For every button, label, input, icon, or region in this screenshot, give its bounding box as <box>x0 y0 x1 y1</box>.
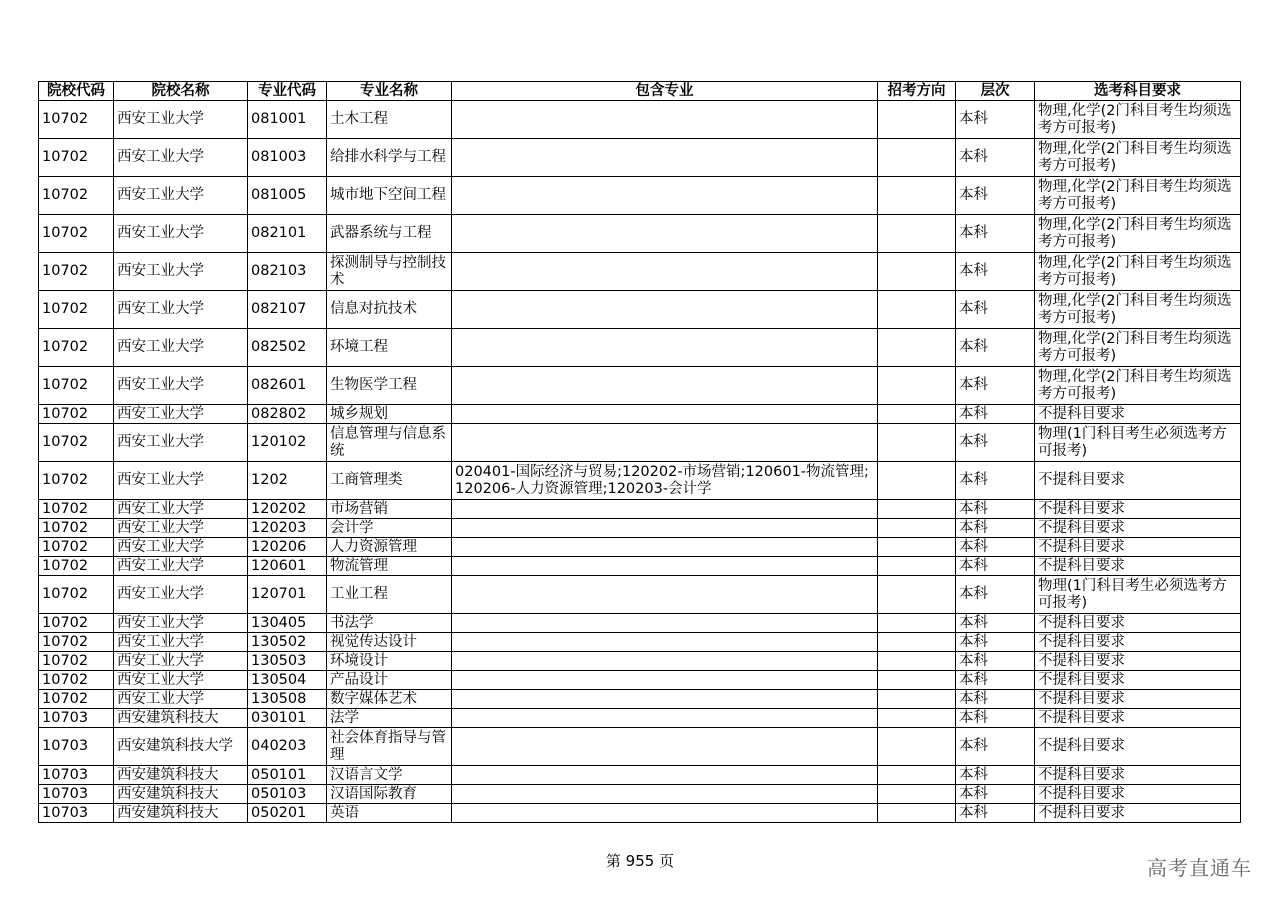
header-major-name: 专业名称 <box>327 82 452 101</box>
cell-major-code: 120102 <box>248 424 327 462</box>
cell-direction <box>878 367 956 405</box>
cell-school-code: 10702 <box>39 500 114 519</box>
cell-included-majors <box>452 766 878 785</box>
cell-subject-requirement: 不提科目要求 <box>1035 519 1241 538</box>
cell-subject-requirement: 不提科目要求 <box>1035 462 1241 500</box>
cell-school-name: 西安工业大学 <box>114 291 248 329</box>
cell-school-name: 西安工业大学 <box>114 329 248 367</box>
cell-level: 本科 <box>956 557 1035 576</box>
cell-school-name: 西安建筑科技大 <box>114 766 248 785</box>
cell-level: 本科 <box>956 576 1035 614</box>
cell-major-name: 汉语言文学 <box>327 766 452 785</box>
cell-direction <box>878 633 956 652</box>
cell-school-code: 10702 <box>39 671 114 690</box>
admission-table <box>38 81 1241 823</box>
cell-subject-requirement: 物理,化学(2门科目考生均须选考方可报考) <box>1035 215 1241 253</box>
cell-subject-requirement: 不提科目要求 <box>1035 614 1241 633</box>
cell-included-majors <box>452 215 878 253</box>
cell-included-majors <box>452 177 878 215</box>
cell-major-name: 视觉传达设计 <box>327 633 452 652</box>
cell-major-code: 050201 <box>248 804 327 823</box>
cell-included-majors <box>452 405 878 424</box>
cell-included-majors: 020401-国际经济与贸易;120202-市场营销;120601-物流管理;120206-人力资源管理;120203-会计学 <box>452 462 878 500</box>
cell-major-name: 汉语国际教育 <box>327 785 452 804</box>
cell-major-code: 082101 <box>248 215 327 253</box>
cell-major-code: 081003 <box>248 139 327 177</box>
table-row <box>39 766 1241 785</box>
cell-school-name: 西安建筑科技大 <box>114 709 248 728</box>
cell-subject-requirement: 不提科目要求 <box>1035 652 1241 671</box>
cell-level: 本科 <box>956 367 1035 405</box>
cell-school-code: 10702 <box>39 538 114 557</box>
cell-subject-requirement: 不提科目要求 <box>1035 557 1241 576</box>
cell-included-majors <box>452 519 878 538</box>
cell-major-code: 081005 <box>248 177 327 215</box>
table-row <box>39 614 1241 633</box>
cell-school-name: 西安工业大学 <box>114 538 248 557</box>
cell-major-code: 082103 <box>248 253 327 291</box>
cell-school-code: 10703 <box>39 728 114 766</box>
cell-level: 本科 <box>956 766 1035 785</box>
cell-subject-requirement: 物理,化学(2门科目考生均须选考方可报考) <box>1035 101 1241 139</box>
cell-level: 本科 <box>956 709 1035 728</box>
cell-direction <box>878 766 956 785</box>
cell-level: 本科 <box>956 291 1035 329</box>
header-school-code: 院校代码 <box>39 82 114 101</box>
cell-major-name: 武器系统与工程 <box>327 215 452 253</box>
cell-direction <box>878 500 956 519</box>
table-row <box>39 633 1241 652</box>
cell-school-name: 西安工业大学 <box>114 690 248 709</box>
cell-included-majors <box>452 690 878 709</box>
cell-school-name: 西安工业大学 <box>114 633 248 652</box>
cell-major-code: 120202 <box>248 500 327 519</box>
cell-major-name: 信息对抗技术 <box>327 291 452 329</box>
cell-school-code: 10703 <box>39 709 114 728</box>
cell-included-majors <box>452 367 878 405</box>
table-row <box>39 538 1241 557</box>
cell-major-name: 环境工程 <box>327 329 452 367</box>
table-row <box>39 557 1241 576</box>
cell-major-name: 英语 <box>327 804 452 823</box>
cell-major-name: 环境设计 <box>327 652 452 671</box>
header-direction: 招考方向 <box>878 82 956 101</box>
cell-level: 本科 <box>956 215 1035 253</box>
cell-subject-requirement: 不提科目要求 <box>1035 804 1241 823</box>
cell-school-name: 西安建筑科技大 <box>114 804 248 823</box>
table-row <box>39 215 1241 253</box>
cell-direction <box>878 177 956 215</box>
cell-school-name: 西安工业大学 <box>114 519 248 538</box>
cell-level: 本科 <box>956 538 1035 557</box>
cell-major-code: 082802 <box>248 405 327 424</box>
cell-major-name: 工业工程 <box>327 576 452 614</box>
cell-major-name: 人力资源管理 <box>327 538 452 557</box>
cell-major-code: 130508 <box>248 690 327 709</box>
cell-included-majors <box>452 139 878 177</box>
cell-school-name: 西安工业大学 <box>114 253 248 291</box>
cell-included-majors <box>452 576 878 614</box>
cell-major-code: 082601 <box>248 367 327 405</box>
cell-school-code: 10702 <box>39 101 114 139</box>
watermark-logo: 高考直通车 <box>1147 856 1252 880</box>
table-row <box>39 652 1241 671</box>
cell-included-majors <box>452 101 878 139</box>
cell-level: 本科 <box>956 101 1035 139</box>
cell-major-code: 130405 <box>248 614 327 633</box>
cell-school-code: 10702 <box>39 652 114 671</box>
cell-direction <box>878 709 956 728</box>
cell-major-name: 市场营销 <box>327 500 452 519</box>
cell-level: 本科 <box>956 804 1035 823</box>
page-number: 第 955 页 <box>605 852 675 870</box>
cell-direction <box>878 785 956 804</box>
cell-level: 本科 <box>956 671 1035 690</box>
cell-school-code: 10702 <box>39 405 114 424</box>
cell-level: 本科 <box>956 405 1035 424</box>
cell-included-majors <box>452 652 878 671</box>
cell-school-code: 10702 <box>39 215 114 253</box>
cell-direction <box>878 671 956 690</box>
cell-subject-requirement: 不提科目要求 <box>1035 405 1241 424</box>
cell-direction <box>878 215 956 253</box>
cell-direction <box>878 538 956 557</box>
cell-school-name: 西安工业大学 <box>114 576 248 614</box>
cell-major-name: 会计学 <box>327 519 452 538</box>
cell-level: 本科 <box>956 500 1035 519</box>
cell-level: 本科 <box>956 652 1035 671</box>
cell-major-name: 社会体育指导与管理 <box>327 728 452 766</box>
table-row <box>39 728 1241 766</box>
cell-major-name: 物流管理 <box>327 557 452 576</box>
cell-major-name: 城市地下空间工程 <box>327 177 452 215</box>
cell-subject-requirement: 不提科目要求 <box>1035 671 1241 690</box>
cell-school-code: 10702 <box>39 557 114 576</box>
cell-included-majors <box>452 785 878 804</box>
table-row <box>39 253 1241 291</box>
cell-included-majors <box>452 291 878 329</box>
cell-subject-requirement: 不提科目要求 <box>1035 633 1241 652</box>
cell-direction <box>878 728 956 766</box>
table-row <box>39 804 1241 823</box>
cell-included-majors <box>452 614 878 633</box>
cell-subject-requirement: 不提科目要求 <box>1035 538 1241 557</box>
cell-major-code: 040203 <box>248 728 327 766</box>
cell-major-name: 信息管理与信息系统 <box>327 424 452 462</box>
table-row <box>39 367 1241 405</box>
cell-level: 本科 <box>956 139 1035 177</box>
cell-included-majors <box>452 424 878 462</box>
table-row <box>39 785 1241 804</box>
cell-major-code: 120206 <box>248 538 327 557</box>
table-row <box>39 405 1241 424</box>
cell-school-code: 10702 <box>39 291 114 329</box>
cell-level: 本科 <box>956 614 1035 633</box>
cell-subject-requirement: 不提科目要求 <box>1035 690 1241 709</box>
cell-subject-requirement: 物理,化学(2门科目考生均须选考方可报考) <box>1035 291 1241 329</box>
cell-direction <box>878 101 956 139</box>
cell-major-code: 050103 <box>248 785 327 804</box>
cell-included-majors <box>452 728 878 766</box>
cell-subject-requirement: 物理,化学(2门科目考生均须选考方可报考) <box>1035 177 1241 215</box>
header-level: 层次 <box>956 82 1035 101</box>
cell-major-name: 数字媒体艺术 <box>327 690 452 709</box>
cell-direction <box>878 690 956 709</box>
cell-major-code: 082107 <box>248 291 327 329</box>
cell-subject-requirement: 物理,化学(2门科目考生均须选考方可报考) <box>1035 253 1241 291</box>
cell-subject-requirement: 不提科目要求 <box>1035 766 1241 785</box>
cell-school-name: 西安建筑科技大学 <box>114 728 248 766</box>
cell-major-code: 082502 <box>248 329 327 367</box>
table-row <box>39 671 1241 690</box>
table-row <box>39 139 1241 177</box>
cell-direction <box>878 424 956 462</box>
cell-included-majors <box>452 804 878 823</box>
cell-school-name: 西安建筑科技大 <box>114 785 248 804</box>
table-row <box>39 291 1241 329</box>
cell-major-name: 生物医学工程 <box>327 367 452 405</box>
cell-school-name: 西安工业大学 <box>114 215 248 253</box>
cell-major-name: 探测制导与控制技术 <box>327 253 452 291</box>
cell-school-name: 西安工业大学 <box>114 139 248 177</box>
cell-included-majors <box>452 709 878 728</box>
cell-major-code: 1202 <box>248 462 327 500</box>
table-header-row <box>39 82 1241 101</box>
cell-direction <box>878 139 956 177</box>
cell-level: 本科 <box>956 253 1035 291</box>
cell-school-name: 西安工业大学 <box>114 671 248 690</box>
cell-school-code: 10702 <box>39 690 114 709</box>
cell-school-name: 西安工业大学 <box>114 101 248 139</box>
cell-school-code: 10703 <box>39 766 114 785</box>
cell-school-code: 10702 <box>39 614 114 633</box>
cell-included-majors <box>452 329 878 367</box>
cell-subject-requirement: 物理,化学(2门科目考生均须选考方可报考) <box>1035 367 1241 405</box>
cell-direction <box>878 405 956 424</box>
cell-included-majors <box>452 538 878 557</box>
cell-school-code: 10702 <box>39 633 114 652</box>
cell-included-majors <box>452 557 878 576</box>
cell-subject-requirement: 物理,化学(2门科目考生均须选考方可报考) <box>1035 139 1241 177</box>
table-row <box>39 424 1241 462</box>
cell-major-code: 050101 <box>248 766 327 785</box>
cell-school-code: 10702 <box>39 329 114 367</box>
table-row <box>39 462 1241 500</box>
table-row <box>39 101 1241 139</box>
table-row <box>39 519 1241 538</box>
cell-included-majors <box>452 500 878 519</box>
cell-direction <box>878 329 956 367</box>
cell-direction <box>878 804 956 823</box>
cell-direction <box>878 291 956 329</box>
cell-major-code: 120701 <box>248 576 327 614</box>
table-row <box>39 500 1241 519</box>
cell-school-code: 10703 <box>39 804 114 823</box>
table-row <box>39 576 1241 614</box>
cell-school-code: 10703 <box>39 785 114 804</box>
cell-direction <box>878 576 956 614</box>
cell-subject-requirement: 物理(1门科目考生必须选考方可报考) <box>1035 424 1241 462</box>
cell-major-name: 书法学 <box>327 614 452 633</box>
cell-direction <box>878 614 956 633</box>
cell-direction <box>878 253 956 291</box>
cell-subject-requirement: 不提科目要求 <box>1035 500 1241 519</box>
cell-subject-requirement: 物理,化学(2门科目考生均须选考方可报考) <box>1035 329 1241 367</box>
cell-school-code: 10702 <box>39 139 114 177</box>
cell-level: 本科 <box>956 177 1035 215</box>
header-included-majors: 包含专业 <box>452 82 878 101</box>
cell-subject-requirement: 物理(1门科目考生必须选考方可报考) <box>1035 576 1241 614</box>
cell-major-code: 120601 <box>248 557 327 576</box>
cell-major-code: 130504 <box>248 671 327 690</box>
cell-school-code: 10702 <box>39 177 114 215</box>
cell-school-code: 10702 <box>39 253 114 291</box>
cell-major-code: 130502 <box>248 633 327 652</box>
cell-direction <box>878 519 956 538</box>
cell-major-code: 081001 <box>248 101 327 139</box>
cell-school-name: 西安工业大学 <box>114 177 248 215</box>
cell-level: 本科 <box>956 329 1035 367</box>
cell-level: 本科 <box>956 690 1035 709</box>
cell-major-code: 120203 <box>248 519 327 538</box>
cell-included-majors <box>452 253 878 291</box>
header-major-code: 专业代码 <box>248 82 327 101</box>
cell-major-name: 法学 <box>327 709 452 728</box>
cell-school-name: 西安工业大学 <box>114 652 248 671</box>
cell-included-majors <box>452 633 878 652</box>
cell-major-name: 土木工程 <box>327 101 452 139</box>
cell-direction <box>878 652 956 671</box>
cell-major-name: 城乡规划 <box>327 405 452 424</box>
table-row <box>39 329 1241 367</box>
table-row <box>39 690 1241 709</box>
cell-school-code: 10702 <box>39 367 114 405</box>
table-row <box>39 709 1241 728</box>
cell-school-code: 10702 <box>39 519 114 538</box>
cell-level: 本科 <box>956 785 1035 804</box>
cell-school-name: 西安工业大学 <box>114 405 248 424</box>
header-school-name: 院校名称 <box>114 82 248 101</box>
cell-level: 本科 <box>956 633 1035 652</box>
cell-direction <box>878 462 956 500</box>
cell-school-name: 西安工业大学 <box>114 557 248 576</box>
cell-subject-requirement: 不提科目要求 <box>1035 728 1241 766</box>
cell-level: 本科 <box>956 462 1035 500</box>
cell-subject-requirement: 不提科目要求 <box>1035 709 1241 728</box>
cell-school-name: 西安工业大学 <box>114 614 248 633</box>
cell-school-code: 10702 <box>39 424 114 462</box>
table-row <box>39 177 1241 215</box>
cell-level: 本科 <box>956 728 1035 766</box>
cell-major-name: 工商管理类 <box>327 462 452 500</box>
cell-major-name: 产品设计 <box>327 671 452 690</box>
cell-level: 本科 <box>956 424 1035 462</box>
cell-level: 本科 <box>956 519 1035 538</box>
cell-included-majors <box>452 671 878 690</box>
cell-major-name: 给排水科学与工程 <box>327 139 452 177</box>
cell-major-code: 030101 <box>248 709 327 728</box>
cell-school-code: 10702 <box>39 462 114 500</box>
cell-major-code: 130503 <box>248 652 327 671</box>
cell-subject-requirement: 不提科目要求 <box>1035 785 1241 804</box>
cell-school-name: 西安工业大学 <box>114 367 248 405</box>
cell-school-code: 10702 <box>39 576 114 614</box>
cell-school-name: 西安工业大学 <box>114 462 248 500</box>
cell-direction <box>878 557 956 576</box>
cell-school-name: 西安工业大学 <box>114 500 248 519</box>
cell-school-name: 西安工业大学 <box>114 424 248 462</box>
header-subject-requirement: 选考科目要求 <box>1035 82 1241 101</box>
